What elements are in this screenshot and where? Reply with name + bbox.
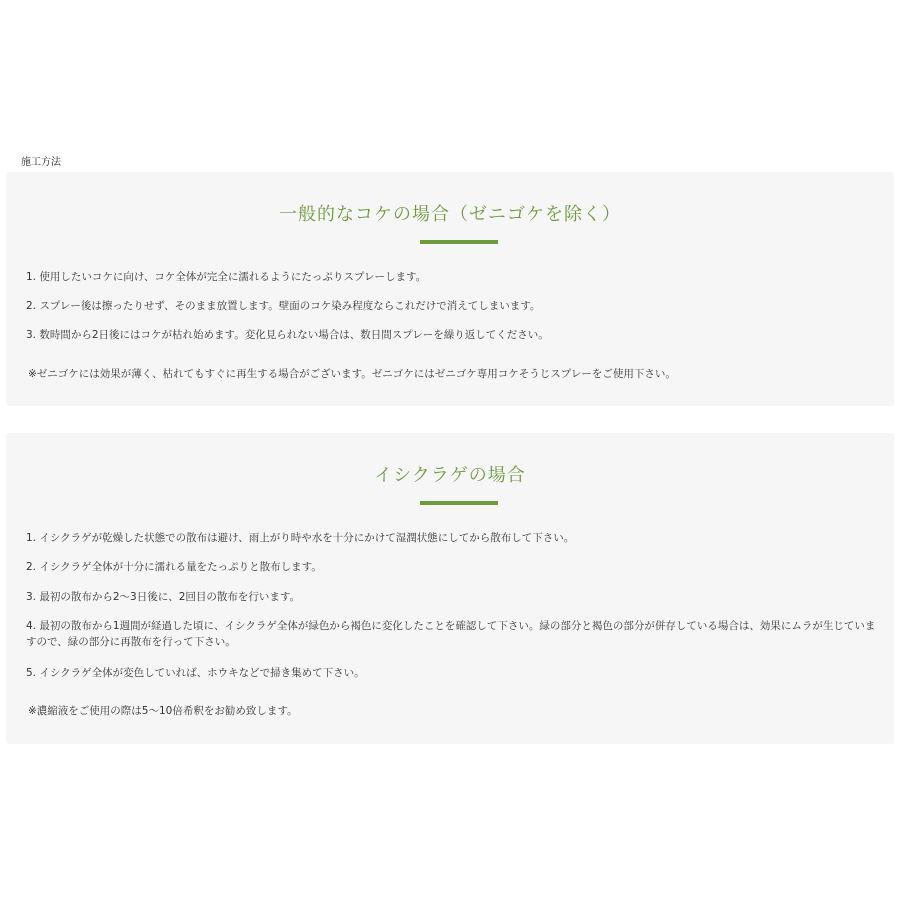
panel-title: イシクラゲの場合 bbox=[374, 465, 526, 486]
section-label: 施工方法 bbox=[21, 157, 61, 168]
panel-title: 一般的なコケの場合（ゼニゴケを除く） bbox=[279, 204, 621, 225]
note-text: ※ゼニゴケには効果が薄く、枯れてもすぐに再生する場合がございます。ゼニゴケにはゼニゴケ専用コケそうじスプレーをご使用下さい。 bbox=[28, 368, 676, 380]
step-item: 5. イシクラゲ全体が変色していれば、ホウキなどで掃き集めて下さい。 bbox=[26, 667, 365, 679]
general-moss-panel bbox=[6, 172, 894, 406]
step-item: 3. 最初の散布から2〜3日後に、2回目の散布を行います。 bbox=[26, 591, 301, 603]
step-item: 1. 使用したいコケに向け、コケ全体が完全に濡れるようにたっぷりスプレーします。 bbox=[26, 271, 427, 283]
ishikurage-panel bbox=[6, 433, 894, 744]
step-item: 3. 数時間から2日後にはコケが枯れ始めます。変化見られない場合は、数日間スプレーを繰り返してください。 bbox=[26, 329, 549, 341]
note-text: ※濃縮液をご使用の際は5〜10倍希釈をお勧め致します。 bbox=[28, 705, 298, 717]
step-item: 2. イシクラゲ全体が十分に濡れる量をたっぷりと散布します。 bbox=[26, 561, 322, 573]
title-underline bbox=[420, 501, 498, 505]
step-item: 4. 最初の散布から1週間が経過した頃に、イシクラゲ全体が緑色から褐色に変化したことを確認して下さい。緑の部分と褐色の部分が併存している場合は、効果にムラが生じていますので、緑の部分に再散布を行って下さい。 bbox=[26, 620, 876, 648]
title-underline bbox=[420, 240, 498, 244]
step-item: 2. スプレー後は擦ったりせず、そのまま放置します。壁面のコケ染み程度ならこれだけで消えてしまいます。 bbox=[26, 300, 541, 312]
step-item: 1. イシクラゲが乾燥した状態での散布は避け、雨上がり時や水を十分にかけて湿潤状態にしてから散布して下さい。 bbox=[26, 532, 575, 544]
